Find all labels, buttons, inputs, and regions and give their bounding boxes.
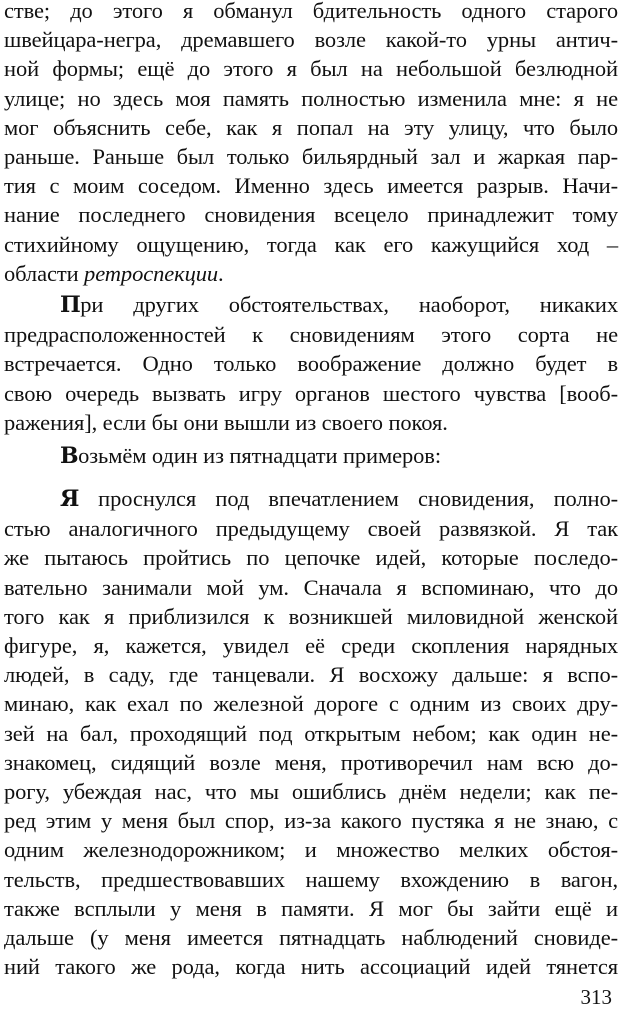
text-line: знакомец, сидящий возле меня, противоречил нам всю до- [4, 749, 618, 775]
page-number: 313 [580, 985, 612, 1009]
text-fragment: проснулся под впечатлением сновидения, полно- [78, 486, 618, 511]
text-line: встречается. Одно только воображение должно будет в [4, 351, 618, 377]
text-line: стью аналогичного предыдущему своей развязкой. Я так [4, 516, 618, 542]
text-line: зей на бал, проходящий под открытым небом; как один не- [4, 720, 618, 746]
text-line: дальше (у меня имеется пятнадцать наблюдений сновиде- [4, 925, 618, 951]
text-line: швейцара-негра, дремавшего возле какой-то урны антич- [4, 27, 618, 53]
text-line [4, 441, 618, 471]
text-line: улице; но здесь моя память полностью изменила мне: я не [4, 85, 618, 111]
paragraph-3 [4, 441, 618, 471]
text-line: мог объяснить себе, как я попал на эту улицу, что было [4, 114, 618, 140]
text-line: ний такого же рода, когда нить ассоциаций идей тянется [4, 954, 618, 980]
text-line: одним железнодорожником; и множество мелких обстоя- [4, 837, 618, 863]
text-line: ред этим у меня был спор, из-за какого пустяка я не знаю, с [4, 808, 618, 834]
text-line: людей, в саду, где танцевали. Я восхожу дальше: я вспо- [4, 662, 618, 688]
text-line: также всплыли у меня в памяти. Я мог бы зайти ещё и [4, 895, 618, 921]
text-fragment: . [218, 260, 224, 286]
text-fragment: ри других обстоятельствах, наоборот, никаких [80, 292, 618, 317]
text-line: вательно занимали мой ум. Сначала я вспоминаю, что до [4, 574, 618, 600]
initial-letter: П [60, 292, 81, 318]
text-line: фигуре, я, кажется, увидел её среди скопления нарядных [4, 633, 618, 659]
text-line: тельств, предшествовавших нашему вхождению в вагон, [4, 866, 618, 892]
text-line: минаю, как ехал по железной дороге с одним из своих дру- [4, 691, 618, 717]
book-page [4, 0, 618, 1012]
text-fragment: озьмём один из пятнадцати примеров: [78, 443, 441, 468]
initial-letter: В [60, 443, 79, 469]
text-line: ражения], если бы они вышли из своего покоя. [4, 409, 448, 435]
italic-term: ретроспекции [84, 260, 219, 286]
paragraph-1 [4, 0, 618, 288]
text-line: рогу, убеждая нас, что мы ошиблись днём недели; как пе- [4, 779, 618, 805]
initial-letter: Я [60, 486, 79, 512]
text-line: стве; до этого я обманул бдительность одного старого [4, 0, 618, 23]
text-line: нание последнего сновидения всецело принадлежит тому [4, 202, 618, 228]
text-line: же пытаюсь пройтись по цепочке идей, которые последо- [4, 545, 618, 571]
text-line [4, 484, 618, 514]
text-line [4, 259, 618, 288]
text-fragment: области [4, 260, 85, 286]
paragraph-4 [4, 484, 618, 981]
text-line: тия с моим соседом. Именно здесь имеется разрыв. Начи- [4, 173, 618, 199]
text-line: свою очередь вызвать игру органов шестого чувства [вооб- [4, 380, 618, 406]
text-line [4, 290, 618, 320]
text-line: ной формы; ещё до этого я был на небольшой безлюдной [4, 56, 618, 82]
text-line: раньше. Раньше был только бильярдный зал и жаркая пар- [4, 144, 618, 170]
text-line: предрасположенностей к сновидениям этого сорта не [4, 322, 618, 348]
text-line: стихийному ощущению, тогда как его кажущийся ход – [4, 231, 618, 257]
paragraph-2 [4, 290, 618, 437]
text-line: того как я приблизился к возникшей миловидной женской [4, 603, 618, 629]
